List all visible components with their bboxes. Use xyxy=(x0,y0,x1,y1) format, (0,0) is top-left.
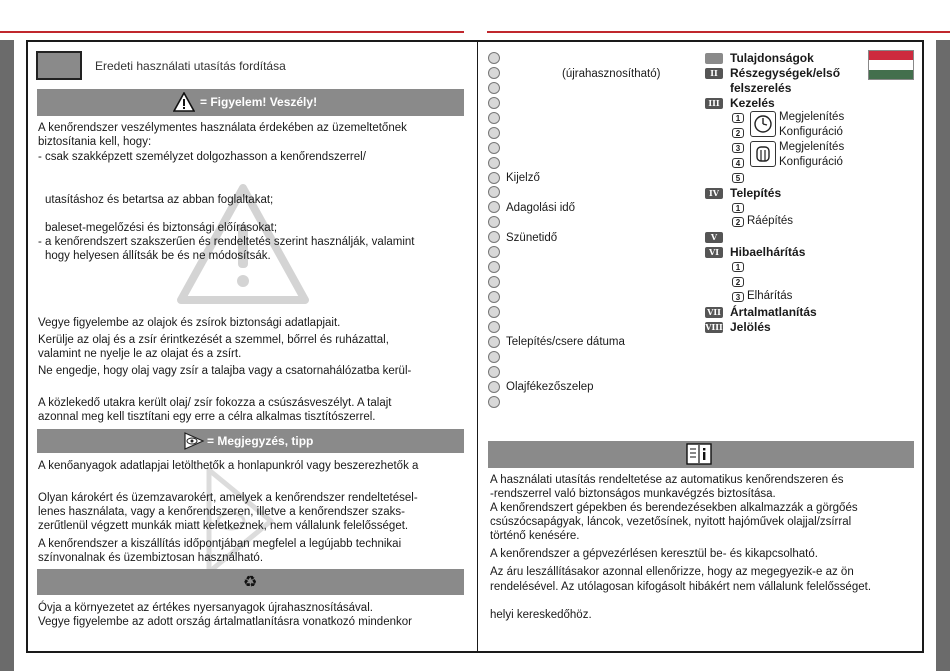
left-side-bar xyxy=(0,40,14,671)
legend-bullet xyxy=(488,321,500,333)
warning-triangle-icon xyxy=(173,92,195,115)
legend-bullet xyxy=(488,112,500,124)
toc-tag-blank xyxy=(705,53,723,64)
toc-item[interactable]: Jelölés xyxy=(730,320,771,334)
toc-item[interactable]: Tulajdonságok xyxy=(730,51,814,65)
legend-label: Kijelző xyxy=(506,172,540,184)
top-rule-left xyxy=(0,31,464,33)
top-rule-right xyxy=(487,31,950,33)
legend-label: (újrahasznosítható) xyxy=(562,68,661,80)
book-info-icon xyxy=(686,443,712,468)
legend-label: Olajfékezőszelep xyxy=(506,381,594,393)
legend-label: Szünetidő xyxy=(506,232,558,244)
legend-bullet xyxy=(488,82,500,94)
warning-title: = Figyelem! Veszély! xyxy=(200,95,318,109)
toc-subitem[interactable]: Konfiguráció xyxy=(779,156,843,168)
right-side-bar xyxy=(936,40,950,671)
toc-subitem[interactable]: Megjelenítés xyxy=(779,111,845,123)
num-badge: 1 xyxy=(732,203,744,213)
note-line: zerűtlenül végzett munkák miatt keletkeznek, nem vállalunk felelősséget. xyxy=(38,520,409,532)
legend-bullet xyxy=(488,216,500,228)
num-badge: 3 xyxy=(732,143,744,153)
warning-line: baleset-megelőzési és biztonsági előírásokat; xyxy=(45,222,278,234)
warning-line: A közlekedő utakra került olaj/ zsír fokozza a csúszásveszélyt. A talajt xyxy=(38,397,392,409)
legend-bullet xyxy=(488,231,500,243)
legend-bullet xyxy=(488,127,500,139)
toc-item[interactable]: Telepítés xyxy=(730,186,782,200)
clock-display-icon xyxy=(750,111,776,137)
recycle-band xyxy=(37,569,464,595)
num-badge: 1 xyxy=(732,262,744,272)
info-line: rendelésével. Az utólagosan kifogásolt hibákért nem vállalunk felelősséget. xyxy=(490,581,872,593)
toc-item[interactable]: Részegységek/első xyxy=(730,66,841,80)
toc-item[interactable]: Hibaelhárítás xyxy=(730,245,806,259)
legend-bullet xyxy=(488,246,500,258)
legend-bullet xyxy=(488,97,500,109)
recycle-line: Vegye figyelembe az adott ország ártalmatlanításra vonatkozó mindenkor xyxy=(38,616,412,628)
warning-line: A kenőrendszer veszélymentes használata érdekében az üzemeltetőnek xyxy=(38,122,407,134)
toc-tag: IV xyxy=(705,188,723,199)
legend-bullet xyxy=(488,381,500,393)
recycle-icon: ♻ xyxy=(242,572,258,591)
legend-bullet xyxy=(488,186,500,198)
legend-bullet xyxy=(488,396,500,408)
num-badge: 2 xyxy=(732,277,744,287)
warning-line: - a kenőrendszert szakszerűen és rendeltetés szerint használják, valamint xyxy=(38,236,415,248)
num-badge: 3 xyxy=(732,292,744,302)
legend-bullet xyxy=(488,366,500,378)
note-line: A kenőrendszer a kiszállítás időpontjában megfelel a legújabb technikai xyxy=(38,538,402,550)
center-divider xyxy=(477,40,478,653)
note-line: Olyan károkért és üzemzavarokért, amelyek a kenőrendszer rendeltetésel- xyxy=(38,492,418,504)
toc-subitem[interactable]: Ráépítés xyxy=(747,215,794,227)
toc-subitem[interactable]: Megjelenítés xyxy=(779,141,845,153)
note-line: színvonalnak és üzembiztosan használható. xyxy=(38,552,264,564)
toc-tag: III xyxy=(705,98,723,109)
eye-pointer-icon xyxy=(183,432,205,453)
info-line: Az áru leszállításakor azonnal ellenőrizze, hogy az megegyezik-e az ön xyxy=(490,566,854,578)
legend-label: Telepítés/csere dátuma xyxy=(506,336,625,348)
legend-bullet xyxy=(488,52,500,64)
legend-bullet xyxy=(488,142,500,154)
device-config-icon xyxy=(750,141,776,167)
warning-line: - csak szakképzett személyzet dolgozhasson a kenőrendszerrel/ xyxy=(38,151,366,163)
info-line: A használati utasítás rendeltetése az automatikus kenőrendszeren és xyxy=(490,474,844,486)
info-line: A kenőrendszert gépekben és berendezésekben alkalmazzák a görgőés xyxy=(490,502,858,514)
warning-line: utasításhoz és betartsa az abban foglaltakat; xyxy=(45,194,274,206)
legend-bullet xyxy=(488,336,500,348)
note-line: A kenőanyagok adatlapjai letölthetők a honlapunkról vagy beszerezhetők a xyxy=(38,460,419,472)
legend-bullet xyxy=(488,157,500,169)
toc-item-continued: felszerelés xyxy=(730,81,792,95)
legend-bullet xyxy=(488,172,500,184)
warning-line: Ne engedje, hogy olaj vagy zsír a talajba vagy a csatornahálózatba kerül- xyxy=(38,365,412,377)
note-line: lenes használata, vagy a kenőrendszeren, illetve a kenőrendszer szaks- xyxy=(38,506,405,518)
note-band xyxy=(37,429,464,453)
warning-line: azonnal meg kell tisztítani egy erre a célra alkalmas tisztítószerrel. xyxy=(38,411,376,423)
toc-tag: II xyxy=(705,68,723,79)
legend-bullet xyxy=(488,306,500,318)
toc-tag: V xyxy=(705,232,723,243)
info-band xyxy=(488,441,914,468)
legend-bullet xyxy=(488,201,500,213)
info-line: csúszócsapágyak, láncok, vezetősínek, nyitott hajóművek olajjal/zsírral xyxy=(490,516,852,528)
num-badge: 2 xyxy=(732,128,744,138)
warning-line: biztosítania kell, hogy: xyxy=(38,136,152,148)
header-title: Eredeti használati utasítás fordítása xyxy=(95,59,286,73)
warning-line: Kerülje az olaj és a zsír érintkezését a szemmel, bőrrel és ruházattal, xyxy=(38,334,389,346)
toc-tag: VII xyxy=(705,307,723,318)
warning-line: valamint ne nyelje le az olajat és a zsírt. xyxy=(38,348,242,360)
legend-bullet xyxy=(488,291,500,303)
info-line: A kenőrendszer a gépvezérlésen keresztül be- és kikapcsolható. xyxy=(490,548,818,560)
info-line: helyi kereskedőhöz. xyxy=(490,609,592,621)
legend-bullet xyxy=(488,67,500,79)
legend-label: Adagolási idő xyxy=(506,202,576,214)
hungarian-flag-icon xyxy=(868,50,914,80)
warning-line: hogy helyesen állítsák be és ne módosítsák. xyxy=(45,250,271,262)
info-line: történő kenésére. xyxy=(490,530,580,542)
toc-tag: VI xyxy=(705,247,723,258)
note-title: = Megjegyzés, tipp xyxy=(207,434,314,448)
num-badge: 1 xyxy=(732,113,744,123)
legend-bullet xyxy=(488,261,500,273)
toc-subitem[interactable]: Konfiguráció xyxy=(779,126,843,138)
legend-bullet xyxy=(488,351,500,363)
toc-item[interactable]: Ártalmatlanítás xyxy=(730,305,817,319)
num-badge: 2 xyxy=(732,217,744,227)
num-badge: 5 xyxy=(732,173,744,183)
warning-line: Vegye figyelembe az olajok és zsírok biztonsági adatlapjait. xyxy=(38,317,341,329)
warning-band xyxy=(37,89,464,116)
toc-tag: VIII xyxy=(705,322,723,332)
info-line: -rendszerrel való biztonságos munkavégzés biztosítása. xyxy=(490,488,776,500)
num-badge: 4 xyxy=(732,158,744,168)
toc-subitem[interactable]: Elhárítás xyxy=(747,290,793,302)
toc-item[interactable]: Kezelés xyxy=(730,96,775,110)
legend-bullet xyxy=(488,276,500,288)
language-box xyxy=(36,51,82,80)
recycle-line: Óvja a környezetet az értékes nyersanyagok újrahasznosításával. xyxy=(38,602,373,614)
